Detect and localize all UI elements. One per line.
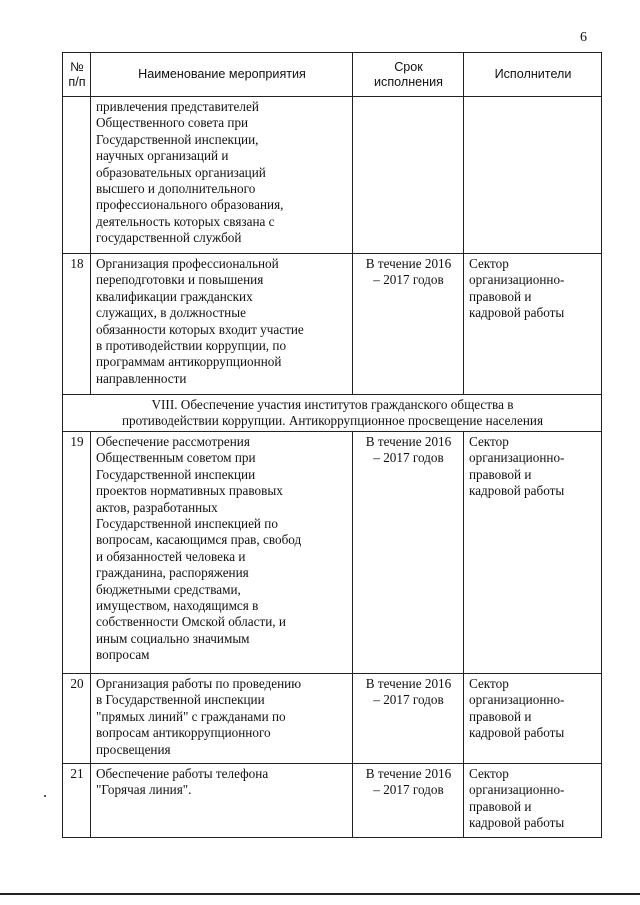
text-line: обязанности которых входит участие: [96, 321, 304, 337]
text-line: вопросам, касающимся прав, свобод: [96, 532, 302, 548]
row-num: 21: [63, 764, 91, 838]
text-line: Обеспечение рассмотрения: [96, 434, 250, 449]
header-name: [91, 53, 353, 97]
text-line: Государственной инспекции,: [96, 131, 259, 147]
row-term: [353, 432, 464, 674]
text-line: Государственной инспекцией по: [96, 516, 278, 532]
row-num: [63, 97, 91, 254]
text-line: – 2017 годов: [373, 692, 444, 708]
row-executors: [464, 432, 602, 674]
row-name: [91, 674, 353, 764]
text-line: кадровой работы: [469, 305, 565, 321]
text-line: в Государственной инспекции: [96, 692, 265, 708]
row-term: [353, 254, 464, 395]
text-line: образовательных организаций: [96, 164, 266, 180]
text-line: В течение 2016: [365, 676, 452, 691]
text-line: собственности Омской области, и: [96, 614, 286, 630]
text-line: исполнения: [374, 74, 443, 89]
text-line: актов, разработанных: [96, 499, 218, 515]
text-line: вопросам: [96, 647, 150, 663]
section-heading-row: [63, 395, 602, 432]
section-heading: [63, 395, 602, 432]
table-header-row: [63, 53, 602, 97]
text-line: высшего и дополнительного: [96, 181, 256, 197]
text-line: Сектор: [469, 256, 509, 271]
text-line: Организация работы по проведению: [96, 676, 302, 691]
text-line: проектов нормативных правовых: [96, 483, 283, 499]
text-line: организационно-: [469, 272, 565, 288]
text-line: "Горячая линия".: [96, 782, 192, 798]
table-row: [63, 254, 602, 395]
header-term: [353, 53, 464, 97]
row-term: [353, 674, 464, 764]
text-line: привлечения представителей: [96, 99, 259, 114]
text-line: VIII. Обеспечение участия институтов гражданского общества в: [151, 397, 514, 412]
text-line: имуществом, находящимся в: [96, 598, 259, 614]
row-executors: [464, 674, 602, 764]
scan-edge-line: [0, 893, 640, 895]
text-line: Наименование мероприятия: [138, 67, 306, 81]
row-executors: [464, 97, 602, 254]
text-line: вопросам антикоррупционного: [96, 725, 271, 741]
text-line: и обязанностей человека и: [96, 548, 246, 564]
row-executors: [464, 254, 602, 395]
text-line: просвещения: [96, 741, 171, 757]
text-line: Общественного совета при: [96, 115, 249, 131]
table-row: [63, 764, 602, 838]
text-line: Срок: [394, 59, 423, 74]
row-num: 19: [63, 432, 91, 674]
header-num: [63, 53, 91, 97]
text-line: правовой и: [469, 798, 532, 814]
text-line: – 2017 годов: [373, 782, 444, 798]
text-line: противодействии коррупции. Антикоррупционное просвещение населения: [121, 413, 544, 428]
text-line: служащих, в должностные: [96, 305, 246, 321]
text-line: бюджетными средствами,: [96, 581, 241, 597]
row-num: 20: [63, 674, 91, 764]
text-line: Сектор: [469, 766, 509, 781]
row-executors: [464, 764, 602, 838]
text-line: кадровой работы: [469, 725, 565, 741]
text-line: квалификации гражданских: [96, 288, 253, 304]
page-number: 6: [580, 30, 587, 45]
text-line: кадровой работы: [469, 483, 565, 499]
text-line: №: [70, 59, 84, 74]
text-line: профессионального образования,: [96, 197, 284, 213]
text-line: организационно-: [469, 692, 565, 708]
text-line: Сектор: [469, 434, 509, 449]
header-executors: [464, 53, 602, 97]
activities-table: [62, 52, 602, 838]
table-row: [63, 432, 602, 674]
text-line: научных организаций и: [96, 148, 229, 164]
scan-speck: [44, 795, 46, 797]
row-name: [91, 432, 353, 674]
text-line: кадровой работы: [469, 815, 565, 831]
text-line: п/п: [68, 74, 86, 89]
row-num: 18: [63, 254, 91, 395]
text-line: В течение 2016: [365, 434, 452, 449]
text-line: Исполнители: [494, 67, 572, 81]
row-name: [91, 97, 353, 254]
text-line: в противодействии коррупции, по: [96, 338, 287, 354]
text-line: программам антикоррупционной: [96, 354, 282, 370]
text-line: гражданина, распоряжения: [96, 565, 249, 581]
row-term: [353, 97, 464, 254]
text-line: иным социально значимым: [96, 630, 250, 646]
text-line: направленности: [96, 370, 187, 386]
row-name: [91, 254, 353, 395]
text-line: переподготовки и повышения: [96, 272, 264, 288]
text-line: организационно-: [469, 450, 565, 466]
text-line: правовой и: [469, 288, 532, 304]
table-row: [63, 674, 602, 764]
text-line: Общественным советом при: [96, 450, 256, 466]
table-row-continuation: [63, 97, 602, 254]
text-line: В течение 2016: [365, 256, 452, 271]
text-line: деятельность которых связана с: [96, 213, 275, 229]
text-line: – 2017 годов: [373, 272, 444, 288]
text-line: В течение 2016: [365, 766, 452, 781]
text-line: Сектор: [469, 676, 509, 691]
text-line: правовой и: [469, 708, 532, 724]
text-line: "прямых линий" с гражданами по: [96, 708, 286, 724]
text-line: Государственной инспекции: [96, 466, 256, 482]
text-line: государственной службой: [96, 230, 242, 246]
text-line: – 2017 годов: [373, 450, 444, 466]
row-term: [353, 764, 464, 838]
text-line: Организация профессиональной: [96, 256, 279, 271]
text-line: организационно-: [469, 782, 565, 798]
text-line: Обеспечение работы телефона: [96, 766, 269, 781]
row-name: [91, 764, 353, 838]
text-line: правовой и: [469, 466, 532, 482]
